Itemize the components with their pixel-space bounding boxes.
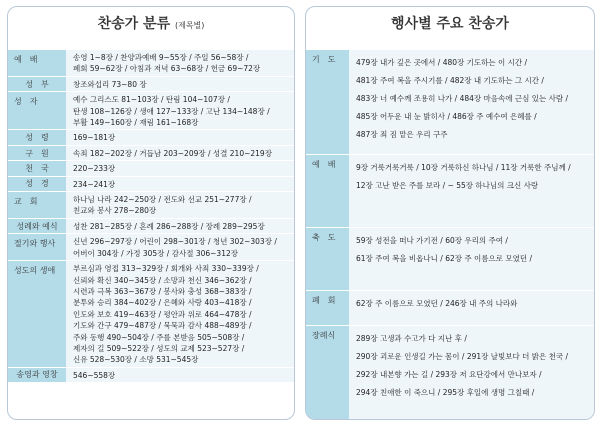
- hymn-line: 탄생 108~126장 / 생애 127~133장 / 고난 134~148장 /: [73, 106, 270, 116]
- hymn-line: 신년 296~297장 / 어린이 298~301장 / 청년 302~303장 /: [73, 237, 277, 247]
- hymn-line: 289장 고생과 수고가 다 지난 후 /: [356, 334, 467, 343]
- hymn-list: [66, 177, 294, 191]
- hymn-list: [349, 326, 594, 420]
- panel-title: 찬송가 분류 (제목별): [97, 16, 205, 32]
- table-row: [306, 154, 594, 227]
- category-label: 장례식: [306, 326, 349, 420]
- hymn-list: [349, 291, 594, 325]
- hymn-list: [66, 161, 294, 175]
- hymn-list: [66, 219, 294, 233]
- hymn-line: 481장 주여 복을 주시기를 / 482장 내 기도하는 그 시간 /: [356, 76, 544, 85]
- hymn-list: [66, 77, 294, 91]
- hymn-list: [66, 50, 294, 76]
- hymn-line: 220~233장: [73, 164, 116, 174]
- hymn-line: 신뢰와 확신 340~345장 / 소망과 천신 346~362장 /: [73, 275, 252, 285]
- table-row: [306, 290, 594, 325]
- category-label: 축 도: [306, 228, 349, 290]
- hymn-line: 290장 괴로운 인생길 가는 몸이 / 291장 날빛보다 더 밝은 천국 /: [356, 352, 569, 361]
- hymn-line: 485장 어두운 내 눈 밝히사 / 486장 주 예수여 은혜를 /: [356, 112, 537, 121]
- table-row: [8, 218, 294, 233]
- table-row: [8, 176, 294, 191]
- hymn-line: 송영 1~8장 / 찬양과예배 9~55장 / 주일 56~58장 /: [73, 53, 249, 62]
- hymn-line: 인도와 보호 419~463장 / 평안과 위로 464~478장 /: [73, 309, 252, 319]
- hymn-list: [349, 228, 594, 290]
- table-row: [306, 49, 594, 154]
- category-label: 성 령: [8, 130, 66, 144]
- hymn-line: 제자의 길 509~522장 / 성도의 교제 523~527장 /: [73, 343, 245, 353]
- category-label: 송영과 영창: [8, 368, 66, 382]
- category-label: 성도의 생애: [8, 261, 66, 367]
- table-row: [306, 325, 594, 420]
- table-row: [8, 145, 294, 160]
- category-label: 성례와 예식: [8, 219, 66, 233]
- hymn-line: 169~181장: [73, 133, 116, 143]
- event-table: [306, 49, 594, 419]
- table-row: [8, 160, 294, 175]
- hymn-list: [66, 146, 294, 160]
- hymn-line: 성찬 281~285장 / 혼례 286~288장 / 장례 289~295장: [73, 221, 265, 231]
- hymn-list: [66, 92, 294, 129]
- category-label: 교 회: [8, 192, 66, 218]
- category-label: 절기와 행사: [8, 234, 66, 260]
- table-row: [8, 233, 294, 260]
- table-row: [8, 260, 294, 367]
- hymn-line: 예수 그리스도 81~103장 / 탄림 104~107장 /: [73, 95, 230, 105]
- hymn-list: [349, 50, 594, 154]
- hymn-line: 창조와섭리 73~80 장: [73, 79, 147, 89]
- hymn-line: 487장 죄 짐 맡은 우리 구주: [356, 130, 448, 139]
- hymn-line: 59장 성전을 떠나 가기전 / 60장 우리의 주여 /: [356, 236, 508, 245]
- hymn-line: 어버이 304장 / 가정 305장 / 감사절 306~312장: [73, 248, 238, 258]
- hymn-line: 속죄 182~202장 / 거듭남 203~209장 / 성결 210~219장: [73, 148, 272, 158]
- table-row: [306, 227, 594, 290]
- category-table: [8, 49, 294, 419]
- category-label: 기 도: [306, 50, 349, 154]
- event-hymn-panel: [305, 6, 595, 420]
- hymn-line: 483장 너 예수께 조용히 나가 / 484장 마음속에 근심 있는 사람 /: [356, 94, 569, 103]
- category-label: 폐 회: [306, 291, 349, 325]
- table-row: [8, 49, 294, 76]
- hymn-line: 친교와 봉사 278~280장: [73, 206, 157, 216]
- hymn-line: 292장 내본향 가는 길 / 293장 저 요단강에서 만나보자 /: [356, 370, 542, 379]
- hymn-line: 479장 내가 깊은 곳에서 / 480장 기도하는 이 시간 /: [356, 58, 528, 67]
- hymn-line: 신유 528~530장 / 소망 531~545장: [73, 355, 199, 365]
- hymn-category-panel: [7, 6, 295, 420]
- table-row: [8, 91, 294, 129]
- hymn-line: 부활 149~160장 / 재림 161~168장: [73, 118, 199, 128]
- table-row: [8, 76, 294, 91]
- hymn-list: [66, 368, 294, 382]
- hymn-list: [66, 192, 294, 218]
- hymn-line: 9장 거룩거룩거룩 / 10장 거룩하신 하나님 / 11장 거룩한 주님께 /: [356, 163, 571, 172]
- table-row: [8, 191, 294, 218]
- category-label: 예 배: [306, 155, 349, 227]
- category-label: 성 경: [8, 177, 66, 191]
- hymn-line: 하나님 나라 242~250장 / 전도와 선교 251~277장 /: [73, 195, 252, 205]
- hymn-line: 62장 주 이름으로 모였던 / 246장 내 주의 나라와: [356, 299, 518, 308]
- hymn-line: 기도와 간구 479~487장 / 묵묵과 감사 488~489장 /: [73, 321, 252, 331]
- table-row: [8, 129, 294, 144]
- hymn-list: [66, 130, 294, 144]
- hymn-line: 주와 동행 490~504장 / 주를 본받음 505~508장 /: [73, 332, 245, 342]
- panel-title: 행사별 주요 찬송가: [391, 16, 509, 32]
- category-label: 성 부: [8, 77, 66, 91]
- hymn-line: 61장 주여 복을 비옵나니 / 62장 주 이름으로 모였던 /: [356, 254, 533, 263]
- hymn-line: 12장 고난 받은 주를 보라 / ~ 55장 하나님의 크신 사랑: [356, 181, 539, 190]
- hymn-list: [349, 155, 594, 227]
- hymn-line: 234~241장: [73, 179, 116, 189]
- hymn-list: [66, 261, 294, 367]
- hymn-line: 폐회 59~62장 / 아침과 저녁 63~68장 / 헌금 69~72장: [73, 64, 261, 74]
- category-label: 성 자: [8, 92, 66, 129]
- category-label: 천 국: [8, 161, 66, 175]
- hymn-line: 546~558장: [73, 370, 116, 380]
- table-row: [8, 367, 294, 382]
- hymn-line: 시련과 극복 363~367장 / 봉사와 충성 368~383장 /: [73, 286, 252, 296]
- category-label: 예 배: [8, 50, 66, 76]
- hymn-line: 부르심과 영접 313~329장 / 회개와 사죄 330~339장 /: [73, 264, 259, 274]
- hymn-line: 분투와 승리 384~402장 / 은혜와 사랑 403~418장 /: [73, 298, 252, 308]
- category-label: 구 원: [8, 146, 66, 160]
- hymn-line: 294장 친애한 이 죽으니 / 295장 후일에 생명 그칠때 /: [356, 388, 535, 397]
- hymn-list: [66, 234, 294, 260]
